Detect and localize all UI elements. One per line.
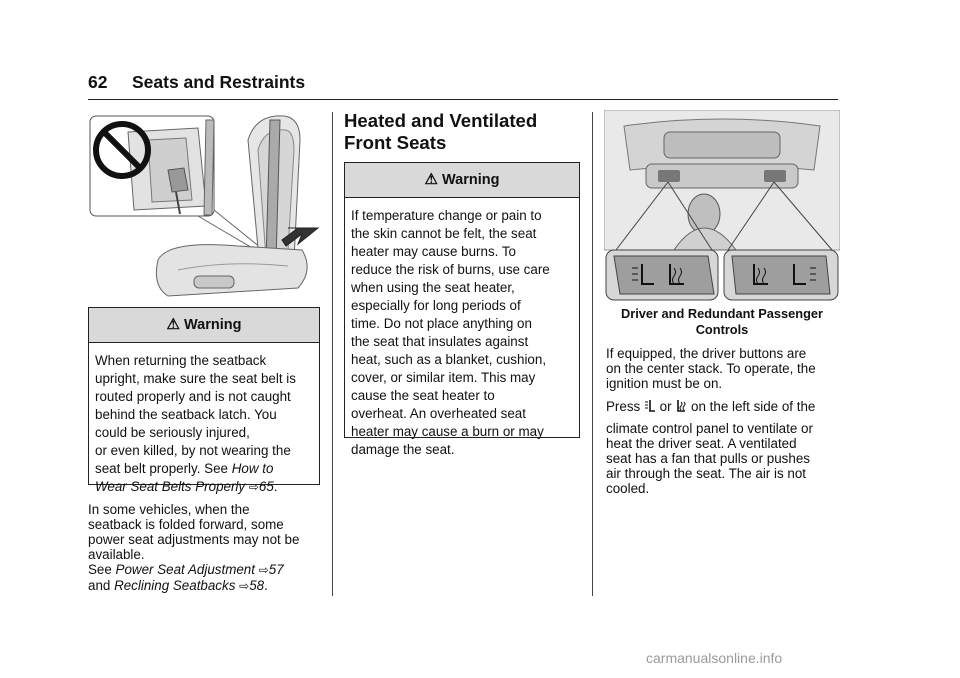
warning-triangle-icon: ⚠ <box>424 171 438 188</box>
warning-line: Wear Seat Belts Properly ⇨65. <box>95 479 278 494</box>
warning-line: upright, make sure the seat belt is <box>95 371 296 386</box>
ventilated-seat-paragraph: climate control panel to ventilate or heat the driver seat. A ventilated seat has a fan that pulls or pushes air through the seat. The air is not cooled. <box>606 421 813 496</box>
ventilated-seat-icon <box>644 399 656 413</box>
driver-buttons-paragraph: If equipped, the driver buttons are on the center stack. To operate, the ignition must be on. <box>606 346 816 391</box>
warning-line: behind the seatback latch. You <box>95 407 277 422</box>
warning-header <box>89 308 319 343</box>
page-number: 62 <box>88 72 108 92</box>
link-wear-seat-belts[interactable]: Wear Seat Belts Properly <box>95 479 246 494</box>
page-reference-arrow-icon: ⇨ <box>258 563 269 577</box>
page-header <box>88 72 305 93</box>
warning-box-heater: ⚠ Warning If temperature change or pain to the skin cannot be felt, the seat heater may cause burns. To reduce the risk of burns, use care when using the seat heater, especially for long periods of time. Do not place anything on the seat that insulates against heat, such as a blanket, cushion, cover, or similar item. This may cause the seat heater to overheat. An overheated seat heater may cause a burn or may damage the seat. <box>344 162 580 438</box>
seatback-illustration <box>88 110 326 300</box>
figure-caption: Driver and Redundant Passenger Controls <box>621 306 823 337</box>
climate-controls-illustration <box>604 110 840 302</box>
column-rule-1 <box>332 112 333 596</box>
section-title: Seats and Restraints <box>132 72 306 92</box>
link-how-to[interactable]: How to <box>231 461 274 476</box>
heated-seat-icon <box>675 399 687 413</box>
warning-line: could be seriously injured, <box>95 425 250 440</box>
press-instruction: Press or on the left side of the <box>606 399 816 414</box>
warning-header <box>345 163 579 198</box>
seatback-paragraph: In some vehicles, when the seatback is folded forward, some power seat adjustments may not be available. See Power Seat Adjustment ⇨57 and Reclining Seatbacks ⇨58. <box>88 502 300 593</box>
link-power-seat-adjustment[interactable]: Power Seat Adjustment <box>115 562 255 577</box>
warning-title: Warning <box>183 317 242 333</box>
warning-line: seat belt properly. See How to <box>95 461 274 476</box>
warning-box-seatback <box>88 307 320 494</box>
page-reference-arrow-icon: ⇨ <box>248 480 259 494</box>
page-ref[interactable]: 65 <box>258 479 274 494</box>
section-heading: Heated and Ventilated Front Seats <box>344 110 538 153</box>
warning-triangle-icon: ⚠ <box>166 316 180 333</box>
header-rule <box>88 99 838 100</box>
warning-title: Warning <box>441 172 500 188</box>
watermark: carmanualsonline.info <box>646 650 783 666</box>
page-reference-arrow-icon: ⇨ <box>239 579 250 593</box>
warning-line: or even killed, by not wearing the <box>95 443 291 458</box>
column-rule-2 <box>592 112 593 596</box>
warning-line: routed properly and is not caught <box>95 389 291 404</box>
link-reclining-seatbacks[interactable]: Reclining Seatbacks <box>114 578 236 593</box>
warning-line: When returning the seatback <box>95 353 267 368</box>
